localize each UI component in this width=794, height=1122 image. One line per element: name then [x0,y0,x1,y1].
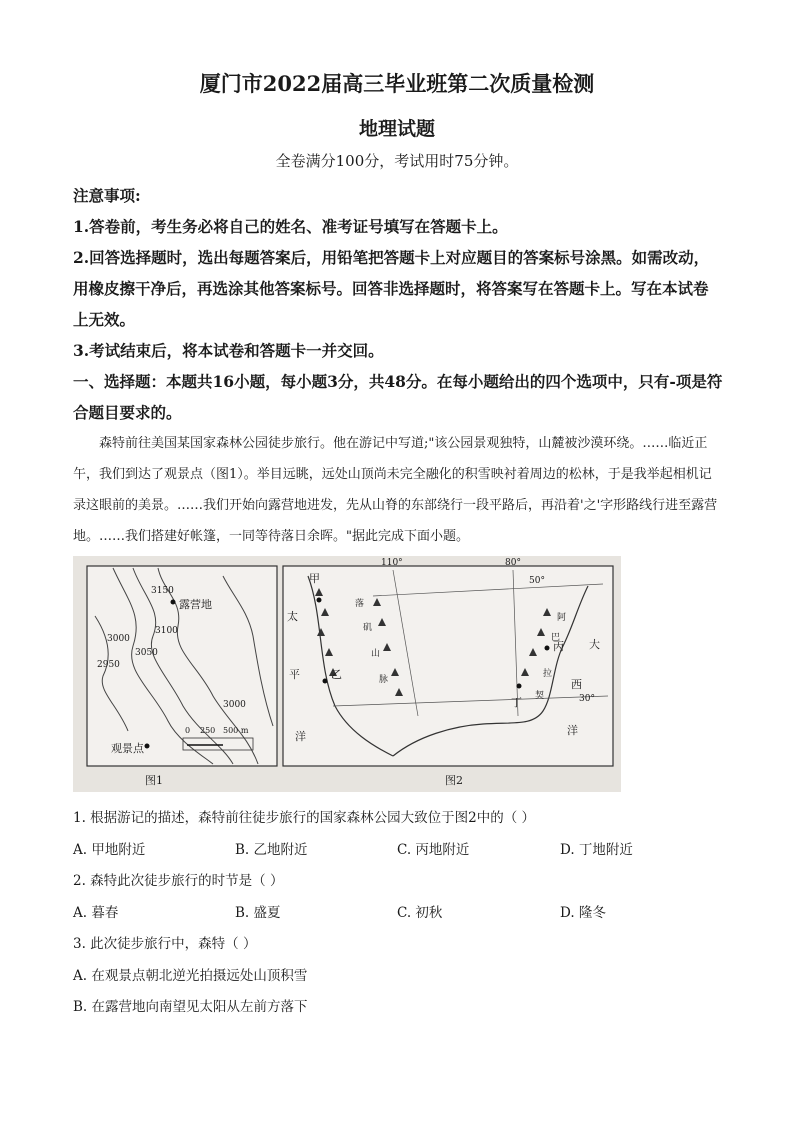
question-2-option-d: D. 隆冬 [560,905,606,921]
longitude-label: 80° [505,558,521,568]
mountain-label: 巴 [551,633,561,643]
mountain-label: 矶 [363,623,373,633]
notes-heading: 注意事项: [73,186,141,205]
question-3-stem: 3. 此次徒步旅行中，森特（ ） [73,936,257,952]
question-3-option-a: A. 在观景点朝北逆光拍摄远处山顶积雪 [73,968,308,984]
ocean-label: 洋 [567,724,578,737]
contour-label: 3150 [151,586,174,596]
ocean-label: 平 [289,668,300,681]
notes-item-1: 1.答卷前，考生务必将自己的姓名、准考证号填写在答题卡上。 [73,217,508,236]
contour-label: 3000 [223,700,246,710]
question-1-option-a: A. 甲地附近 [73,842,146,858]
notes-item-2: 2.回答选择题时，选出每题答案后，用铅笔把答题卡上对应题目的答案标号涂黑。如需改动，用橡皮擦干净后，再选涂其他答案标号。回答非选择题时，将答案写在答题卡上。写在本试卷上无效。 [73,248,710,329]
figure1-caption: 图1 [145,774,163,787]
place-marker [317,598,322,603]
mountain-label: 脉 [379,675,389,685]
reading-passage: 森特前往美国某国家森林公园徒步旅行。他在游记中写道;"该公园景观独特，山麓被沙漠环绕。……临近正午，我们到达了观景点（图1）。举目远眺，远处山顶尚未完全融化的积雪映衬着周边的松林，于是我举起相机记录这眼前的美景。……我们开始向露营地进发，先从山脊的东部绕行一段平路后，再沿着'之'字形路线行进至露营地。……我们搭建好帐篷，一同等待落日余晖。"据此完成下面小题。 [73,436,718,544]
mountain-label: 落 [355,599,365,609]
place-marker [517,684,522,689]
place-label-yi: 乙 [331,668,342,681]
contour-label: 3000 [107,634,130,644]
question-2-option-c: C. 初秋 [397,905,443,921]
latitude-label: 30° [579,694,595,704]
contour-label: 2950 [97,660,120,670]
contour-label: 3050 [135,648,158,658]
figure-panel [73,556,621,792]
camp-label: 露营地 [179,598,212,611]
mountain-label: 拉 [543,669,553,679]
exam-title: 厦门市2022届高三毕业班第二次质量检测 [199,71,595,96]
question-2-option-a: A. 暮春 [73,905,119,921]
question-3-option-b: B. 在露营地向南望见太阳从左前方落下 [73,999,308,1015]
notes-item-3: 3.考试结束后，将本试卷和答题卡一并交回。 [73,341,384,360]
contour-label: 3100 [155,626,178,636]
longitude-label: 110° [381,558,403,568]
scale-label: 250 [200,726,216,735]
section-heading: 一、选择题：本题共16小题，每小题3分，共48分。在每小题给出的四个选项中，只有-项是符合题目要求的。 [73,372,723,422]
ocean-label: 西 [571,678,582,691]
viewpoint-label: 观景点 [111,742,144,755]
figure2-caption: 图2 [445,774,463,787]
question-1-option-d: D. 丁地附近 [560,842,633,858]
scale-label: 500 m [223,726,249,735]
latitude-label: 50° [529,576,545,586]
question-1-option-b: B. 乙地附近 [235,842,308,858]
ocean-label: 太 [287,610,298,623]
question-1-stem: 1. 根据游记的描述，森特前往徒步旅行的国家森林公园大致位于图2中的（ ） [73,810,536,826]
viewpoint-marker [145,744,150,749]
ocean-label: 洋 [295,730,306,743]
score-line: 全卷满分100分，考试用时75分钟。 [275,152,519,170]
place-label-jia: 甲 [309,572,320,585]
place-label-bing: 丙 [553,640,564,653]
place-label-ding: 丁 [511,696,522,709]
mountain-label: 山 [371,649,381,659]
scale-label: 0 [185,726,191,735]
question-1-option-c: C. 丙地附近 [397,842,470,858]
mountain-label: 阿 [557,613,567,623]
ocean-label: 大 [589,638,600,651]
exam-subtitle: 地理试题 [358,118,435,140]
place-marker [545,646,550,651]
camp-marker [171,600,176,605]
mountain-label: 契 [535,691,545,701]
question-2-option-b: B. 盛夏 [235,905,281,921]
question-2-stem: 2. 森特此次徒步旅行的时节是（ ） [73,873,284,889]
place-marker [323,679,328,684]
